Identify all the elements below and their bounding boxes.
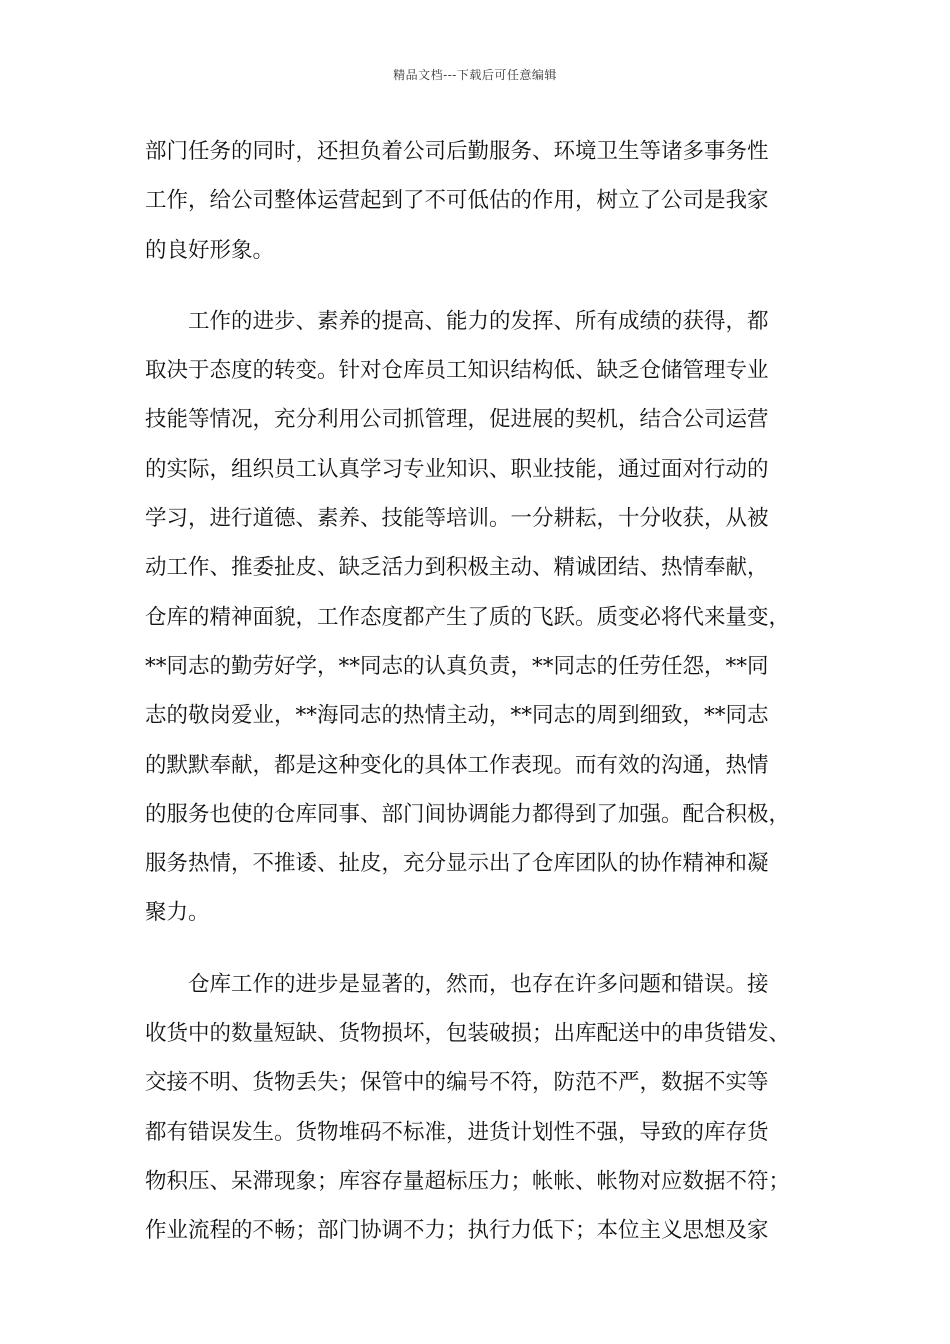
document-body	[145, 127, 825, 1256]
text-line: 服务热情，不推诿、扯皮，充分显示出了仓库团队的协作精神和凝	[145, 851, 769, 877]
paragraph-1	[145, 127, 825, 275]
text-line: 学习，进行道德、素养、技能等培训。一分耕耘，十分收获，从被	[145, 506, 769, 532]
text-line: 聚力。	[145, 900, 210, 926]
text-line: 交接不明、货物丢失；保管中的编号不符，防范不严，数据不实等	[145, 1070, 769, 1096]
text-line: 仓库的精神面貌，工作态度都产生了质的飞跃。质变必将代来量变，	[145, 604, 791, 630]
text-line: 工作，给公司整体运营起到了不可低估的作用，树立了公司是我家	[145, 188, 769, 214]
text-line: 的服务也使的仓库同事、部门间协调能力都得到了加强。配合积极，	[145, 801, 791, 827]
text-line: 都有错误发生。货物堆码不标准，进货计划性不强，导致的库存货	[145, 1119, 769, 1145]
text-line: 的良好形象。	[145, 237, 275, 263]
text-line: 取决于态度的转变。针对仓库员工知识结构低、缺乏仓储管理专业	[145, 358, 769, 384]
page-header: 精品文档---下载后可任意编辑	[393, 68, 557, 82]
text-line: 的默默奉献，都是这种变化的具体工作表现。而有效的沟通，热情	[145, 752, 769, 778]
text-line: 动工作、推委扯皮、缺乏活力到积极主动、精诚团结、热情奉献，	[145, 555, 769, 581]
text-line: 技能等情况，充分利用公司抓管理，促进展的契机，结合公司运营	[145, 407, 769, 433]
text-line: 仓库工作的进步是显著的，然而，也存在许多问题和错误。接	[188, 971, 769, 997]
text-line: 部门任务的同时，还担负着公司后勤服务、环境卫生等诸多事务性	[145, 139, 769, 164]
text-line: 的实际，组织员工认真学习专业知识、职业技能，通过面对行动的	[145, 456, 769, 482]
text-line: 作业流程的不畅；部门协调不力；执行力低下；本位主义思想及家	[145, 1218, 769, 1244]
text-line: 志的敬岗爱业，**海同志的热情主动，**同志的周到细致，**同志	[145, 703, 769, 729]
text-line: 物积压、呆滞现象；库容存量超标压力；帐帐、帐物对应数据不符；	[145, 1168, 791, 1194]
text-line: 工作的进步、素养的提高、能力的发挥、所有成绩的获得，都	[188, 308, 769, 334]
paragraph-gap	[145, 938, 825, 960]
paragraph-2	[145, 297, 825, 938]
text-line: 收货中的数量短缺、货物损坏，包装破损；出库配送中的串货错发、	[145, 1021, 791, 1047]
paragraph-3	[145, 960, 825, 1256]
text-line: **同志的勤劳好学，**同志的认真负责，**同志的任劳任怨，**同	[145, 653, 769, 679]
paragraph-gap	[145, 275, 825, 297]
